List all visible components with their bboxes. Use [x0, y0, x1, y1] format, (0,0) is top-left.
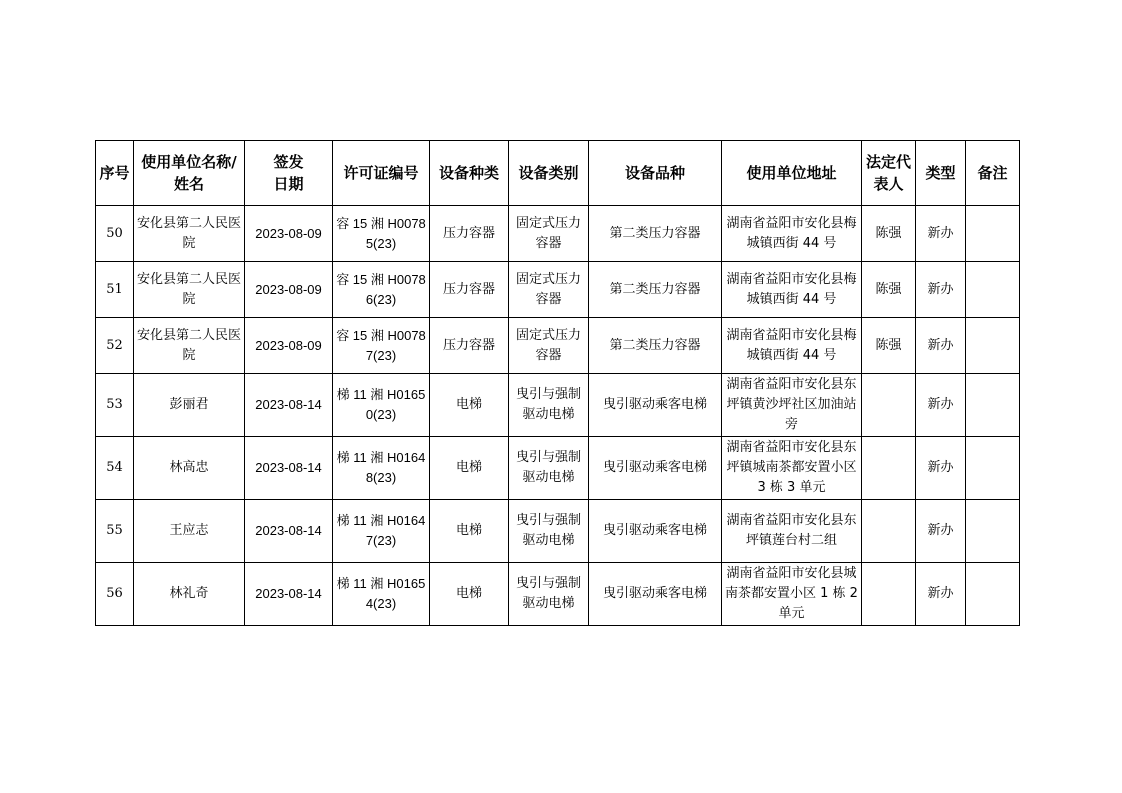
header-category: 设备类别	[509, 141, 589, 206]
cell-rep: 陈强	[862, 262, 916, 318]
cell-kind: 压力容器	[430, 262, 509, 318]
cell-seq: 55	[96, 500, 134, 563]
table-row	[96, 318, 1020, 374]
header-kind: 设备种类	[430, 141, 509, 206]
cell-category: 曳引与强制驱动电梯	[509, 500, 589, 563]
cell-rep: 陈强	[862, 318, 916, 374]
cell-rep	[862, 374, 916, 437]
cell-unit: 林高忠	[134, 437, 245, 500]
table-row	[96, 437, 1020, 500]
header-address: 使用单位地址	[722, 141, 862, 206]
cell-note	[966, 437, 1020, 500]
cell-note	[966, 318, 1020, 374]
cell-permit: 容 15 湘 H00785(23)	[333, 206, 430, 262]
cell-permit: 容 15 湘 H00786(23)	[333, 262, 430, 318]
cell-seq: 51	[96, 262, 134, 318]
table-row	[96, 563, 1020, 626]
cell-permit: 容 15 湘 H00787(23)	[333, 318, 430, 374]
cell-unit: 彭丽君	[134, 374, 245, 437]
cell-rep	[862, 563, 916, 626]
cell-unit: 安化县第二人民医院	[134, 262, 245, 318]
cell-kind: 压力容器	[430, 206, 509, 262]
cell-kind: 压力容器	[430, 318, 509, 374]
cell-unit: 安化县第二人民医院	[134, 318, 245, 374]
cell-type: 新办	[916, 262, 966, 318]
cell-seq: 56	[96, 563, 134, 626]
cell-seq: 53	[96, 374, 134, 437]
table-row	[96, 262, 1020, 318]
cell-unit: 林礼奇	[134, 563, 245, 626]
cell-type: 新办	[916, 500, 966, 563]
header-type: 类型	[916, 141, 966, 206]
cell-permit: 梯 11 湘 H01648(23)	[333, 437, 430, 500]
table-row	[96, 374, 1020, 437]
cell-seq: 52	[96, 318, 134, 374]
cell-date: 2023-08-14	[245, 437, 333, 500]
cell-kind: 电梯	[430, 500, 509, 563]
cell-rep	[862, 437, 916, 500]
cell-permit: 梯 11 湘 H01650(23)	[333, 374, 430, 437]
cell-seq: 50	[96, 206, 134, 262]
cell-category: 曳引与强制驱动电梯	[509, 563, 589, 626]
table-header	[96, 141, 1020, 206]
cell-type: 新办	[916, 318, 966, 374]
cell-kind: 电梯	[430, 563, 509, 626]
cell-type: 新办	[916, 374, 966, 437]
cell-category: 曳引与强制驱动电梯	[509, 374, 589, 437]
cell-category: 固定式压力容器	[509, 262, 589, 318]
cell-unit: 安化县第二人民医院	[134, 206, 245, 262]
cell-note	[966, 262, 1020, 318]
cell-date: 2023-08-09	[245, 262, 333, 318]
cell-seq: 54	[96, 437, 134, 500]
cell-kind: 电梯	[430, 437, 509, 500]
cell-date: 2023-08-14	[245, 374, 333, 437]
cell-permit: 梯 11 湘 H01647(23)	[333, 500, 430, 563]
header-seq: 序号	[96, 141, 134, 206]
cell-kind: 电梯	[430, 374, 509, 437]
cell-address: 湖南省益阳市安化县东坪镇莲台村二组	[722, 500, 862, 563]
header-row	[96, 141, 1020, 206]
cell-address: 湖南省益阳市安化县城南茶都安置小区 1 栋 2 单元	[722, 563, 862, 626]
cell-variety: 曳引驱动乘客电梯	[589, 374, 722, 437]
cell-date: 2023-08-09	[245, 318, 333, 374]
cell-variety: 曳引驱动乘客电梯	[589, 437, 722, 500]
header-note: 备注	[966, 141, 1020, 206]
table-row	[96, 500, 1020, 563]
cell-address: 湖南省益阳市安化县梅城镇西街 44 号	[722, 318, 862, 374]
cell-rep	[862, 500, 916, 563]
header-permit: 许可证编号	[333, 141, 430, 206]
cell-date: 2023-08-09	[245, 206, 333, 262]
cell-date: 2023-08-14	[245, 500, 333, 563]
cell-category: 固定式压力容器	[509, 206, 589, 262]
cell-permit: 梯 11 湘 H01654(23)	[333, 563, 430, 626]
cell-note	[966, 500, 1020, 563]
cell-note	[966, 206, 1020, 262]
cell-unit: 王应志	[134, 500, 245, 563]
table-row	[96, 206, 1020, 262]
cell-type: 新办	[916, 437, 966, 500]
cell-address: 湖南省益阳市安化县东坪镇城南茶都安置小区 3 栋 3 单元	[722, 437, 862, 500]
cell-type: 新办	[916, 563, 966, 626]
cell-variety: 第二类压力容器	[589, 206, 722, 262]
cell-variety: 第二类压力容器	[589, 318, 722, 374]
cell-variety: 第二类压力容器	[589, 262, 722, 318]
cell-rep: 陈强	[862, 206, 916, 262]
table-body	[96, 206, 1020, 626]
permit-table	[95, 140, 1020, 626]
cell-note	[966, 374, 1020, 437]
cell-address: 湖南省益阳市安化县梅城镇西街 44 号	[722, 206, 862, 262]
cell-address: 湖南省益阳市安化县东坪镇黄沙坪社区加油站旁	[722, 374, 862, 437]
cell-category: 固定式压力容器	[509, 318, 589, 374]
cell-address: 湖南省益阳市安化县梅城镇西街 44 号	[722, 262, 862, 318]
header-unit: 使用单位名称/姓名	[134, 141, 245, 206]
header-date: 签发日期	[245, 141, 333, 206]
header-rep: 法定代表人	[862, 141, 916, 206]
cell-note	[966, 563, 1020, 626]
header-variety: 设备品种	[589, 141, 722, 206]
cell-date: 2023-08-14	[245, 563, 333, 626]
cell-variety: 曳引驱动乘客电梯	[589, 563, 722, 626]
cell-category: 曳引与强制驱动电梯	[509, 437, 589, 500]
cell-variety: 曳引驱动乘客电梯	[589, 500, 722, 563]
cell-type: 新办	[916, 206, 966, 262]
